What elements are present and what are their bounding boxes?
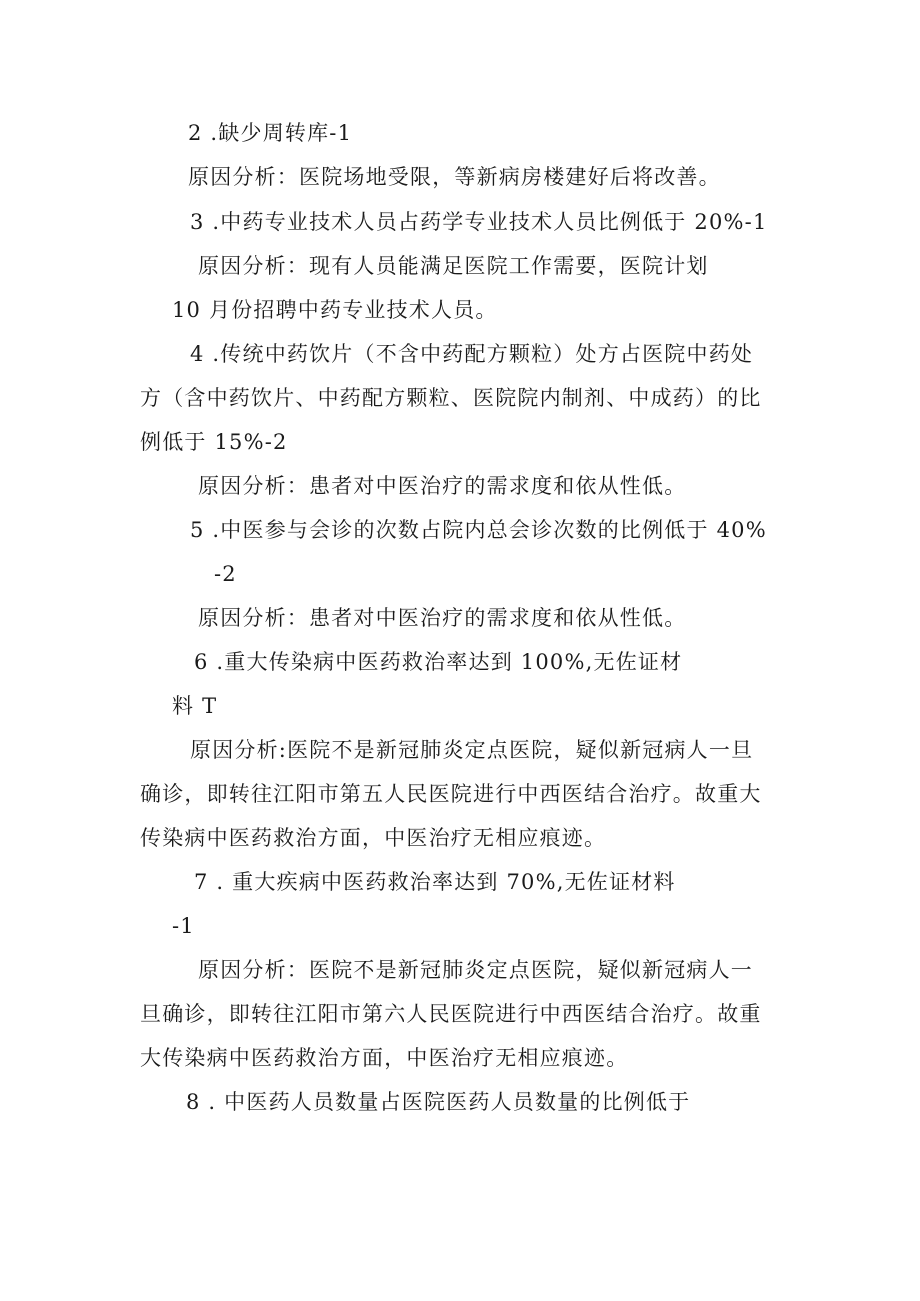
item-5-heading-line-2: -2 <box>214 562 237 586</box>
item-6-analysis-line-2: 确诊，即转往江阳市第五人民医院进行中西医结合治疗。故重大 <box>140 782 762 806</box>
item-5-analysis: 原因分析：患者对中医治疗的需求度和依从性低。 <box>198 606 687 630</box>
item-2-analysis: 原因分析：医院场地受限，等新病房楼建好后将改善。 <box>188 165 721 189</box>
item-3-analysis-line-1: 原因分析：现有人员能满足医院工作需要，医院计划 <box>198 254 709 278</box>
item-7-heading-line-1: 7 . 重大疾病中医药救治率达到 70%,无佐证材料 <box>194 870 676 894</box>
item-7-heading-line-2: -1 <box>172 914 195 938</box>
item-4-heading-line-2: 方（含中药饮片、中药配方颗粒、医院院内制剂、中成药）的比 <box>140 386 762 410</box>
item-2-heading: 2 .缺少周转库-1 <box>188 121 353 145</box>
item-7-analysis-line-1: 原因分析：医院不是新冠肺炎定点医院，疑似新冠病人一 <box>198 958 753 982</box>
item-4-heading-line-3: 例低于 15%-2 <box>140 430 288 454</box>
item-8-heading-line-1: 8 . 中医药人员数量占医院医药人员数量的比例低于 <box>186 1090 691 1114</box>
item-4-analysis: 原因分析：患者对中医治疗的需求度和依从性低。 <box>198 474 687 498</box>
item-6-heading-line-1: 6 .重大传染病中医药救治率达到 100%,无佐证材 <box>194 650 683 674</box>
item-3-heading: 3 .中药专业技术人员占药学专业技术人员比例低于 20%-1 <box>190 210 768 234</box>
item-5-heading-line-1: 5 .中医参与会诊的次数占院内总会诊次数的比例低于 40% <box>190 518 767 542</box>
item-3-analysis-line-2: 10 月份招聘中药专业技术人员。 <box>172 298 498 322</box>
item-6-heading-line-2: 料 T <box>172 694 218 718</box>
item-7-analysis-line-2: 旦确诊，即转往江阳市第六人民医院进行中西医结合治疗。故重 <box>140 1002 762 1026</box>
item-4-heading-line-1: 4 .传统中药饮片（不含中药配方颗粒）处方占医院中药处 <box>190 342 754 366</box>
item-6-analysis-line-3: 传染病中医药救治方面，中医治疗无相应痕迹。 <box>140 826 607 850</box>
item-6-analysis-line-1: 原因分析:医院不是新冠肺炎定点医院，疑似新冠病人一旦 <box>190 738 754 762</box>
item-7-analysis-line-3: 大传染病中医药救治方面，中医治疗无相应痕迹。 <box>140 1046 629 1070</box>
